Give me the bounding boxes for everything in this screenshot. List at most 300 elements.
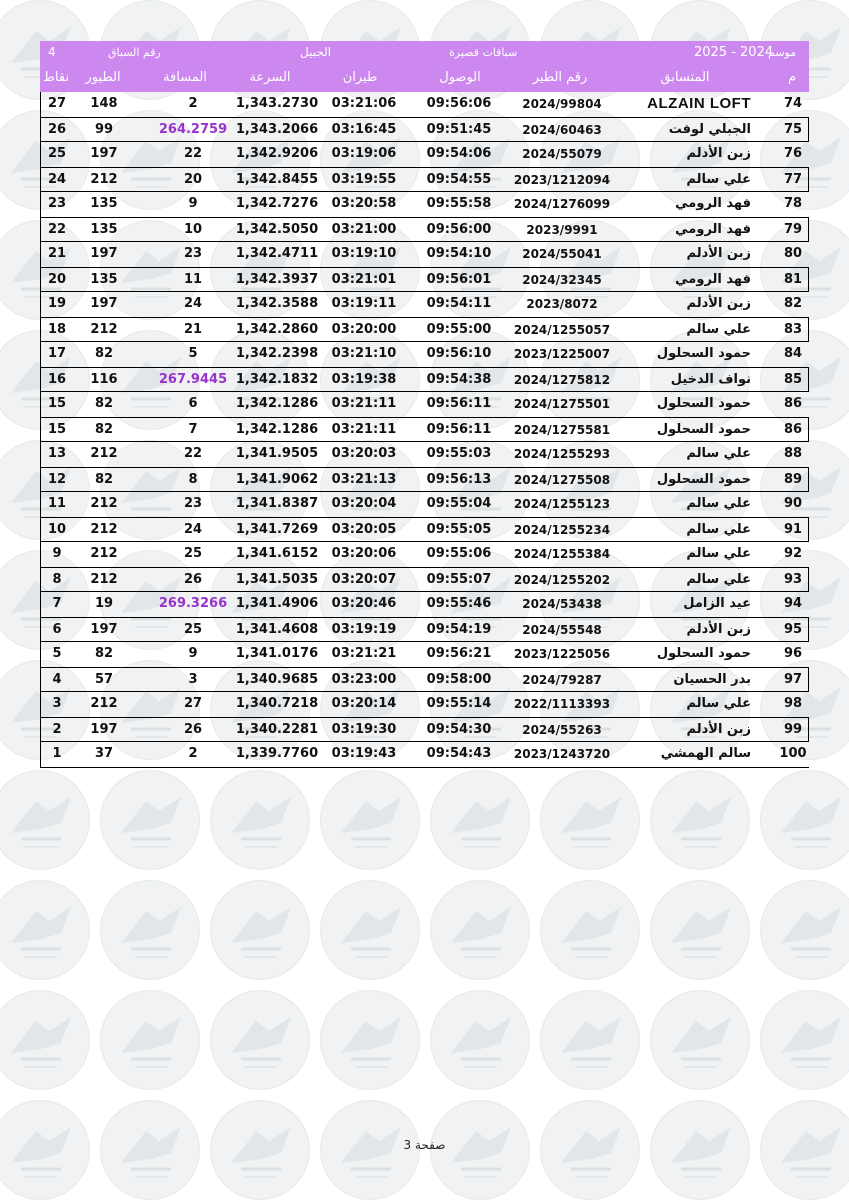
cell-competitor: حمود السحلول [656,472,751,487]
cell-distance: 26 [183,572,203,587]
watermark-bird-logo [540,880,640,980]
cell-speed: 1,342.1286 [235,422,319,437]
cell-bird-id: 2023/1225056 [513,647,611,661]
watermark-bird-logo [760,880,849,980]
cell-birds: 82 [94,472,114,487]
cell-index: 94 [783,596,803,611]
table-row [40,717,809,742]
cell-birds: 212 [90,696,118,711]
cell-flight: 03:19:10 [331,246,397,261]
cell-birds: 82 [94,422,114,437]
cell-arrival: 09:51:45 [426,122,492,137]
cell-speed: 1,342.2860 [235,322,319,337]
cell-points: 9 [52,546,62,561]
cell-competitor: علي سالم [686,572,751,587]
cell-birds: 197 [90,246,118,261]
cell-index: 99 [783,722,803,737]
cell-points: 10 [47,522,67,537]
cell-distance: 6 [188,396,198,411]
cell-distance: 26 [183,722,203,737]
cell-speed: 1,340.2281 [235,722,319,737]
table-row [40,192,809,217]
cell-flight: 03:20:06 [331,546,397,561]
cell-points: 3 [52,696,62,711]
cell-points: 5 [52,646,62,661]
cell-flight: 03:21:01 [331,272,397,287]
cell-bird-id: 2024/1255057 [513,323,611,337]
cell-speed: 1,341.7269 [235,522,319,537]
cell-distance: 8 [188,472,198,487]
cell-competitor: حمود السحلول [656,346,751,361]
cell-competitor: علي سالم [686,546,751,561]
cell-distance: 24 [183,522,203,537]
watermark-bird-logo [650,990,750,1090]
table-row [40,492,809,517]
cell-birds: 116 [90,372,118,387]
cell-arrival: 09:54:43 [426,746,492,761]
cell-arrival: 09:56:10 [426,346,492,361]
cell-distance: 267.9445 [158,372,228,387]
table-row [40,92,809,117]
cell-points: 22 [47,222,67,237]
cell-flight: 03:19:30 [331,722,397,737]
cell-competitor: حمود السحلول [656,396,751,411]
cell-index: 100 [779,746,807,761]
cell-birds: 82 [94,646,114,661]
cell-index: 89 [783,472,803,487]
cell-bird-id: 2024/1255202 [513,573,611,587]
watermark-bird-logo [760,770,849,870]
cell-flight: 03:20:00 [331,322,397,337]
table-body [40,92,809,768]
cell-distance: 11 [183,272,203,287]
cell-speed: 1,342.3588 [235,296,319,311]
cell-arrival: 09:56:01 [426,272,492,287]
cell-index: 86 [783,396,803,411]
cell-competitor: ALZAIN LOFT [647,95,751,112]
cell-speed: 1,342.8455 [235,172,319,187]
cell-flight: 03:20:03 [331,446,397,461]
cell-index: 93 [783,572,803,587]
race-number-label: رقم السباق [108,46,161,59]
col-bird-id: رقم الطير [532,70,588,85]
season-label: موسم [768,46,797,59]
cell-flight: 03:23:00 [331,672,397,687]
cell-birds: 212 [90,172,118,187]
watermark-bird-logo [210,990,310,1090]
cell-birds: 197 [90,296,118,311]
cell-competitor: زبن الأدلم [686,722,751,737]
cell-distance: 264.2759 [158,122,228,137]
cell-index: 83 [783,322,803,337]
watermark-bird-logo [430,880,530,980]
cell-flight: 03:21:06 [331,96,397,111]
cell-bird-id: 2024/1255384 [513,547,611,561]
cell-flight: 03:19:55 [331,172,397,187]
table-row [40,467,809,492]
cell-arrival: 09:56:11 [426,396,492,411]
cell-birds: 135 [90,196,118,211]
cell-flight: 03:21:11 [331,396,397,411]
cell-points: 25 [47,146,67,161]
cell-flight: 03:19:38 [331,372,397,387]
cell-index: 92 [783,546,803,561]
results-table [40,41,809,768]
watermark-bird-logo [0,990,90,1090]
cell-arrival: 09:56:21 [426,646,492,661]
cell-birds: 212 [90,546,118,561]
cell-arrival: 09:54:10 [426,246,492,261]
cell-birds: 37 [94,746,114,761]
col-arrival: الوصول [439,70,481,85]
cell-points: 18 [47,322,67,337]
cell-bird-id: 2024/60463 [522,123,602,137]
table-row [40,367,809,392]
cell-competitor: علي سالم [686,522,751,537]
cell-speed: 1,343.2066 [235,122,319,137]
watermark-bird-logo [320,880,420,980]
cell-flight: 03:19:43 [331,746,397,761]
cell-speed: 1,342.4711 [235,246,319,261]
col-index: م [787,70,797,85]
cell-arrival: 09:54:19 [426,622,492,637]
cell-speed: 1,339.7760 [235,746,319,761]
cell-index: 84 [783,346,803,361]
cell-distance: 269.3266 [158,596,228,611]
cell-arrival: 09:55:04 [426,496,492,511]
cell-speed: 1,342.2398 [235,346,319,361]
cell-points: 4 [52,672,62,687]
cell-birds: 197 [90,622,118,637]
cell-speed: 1,343.2730 [235,96,319,111]
cell-index: 82 [783,296,803,311]
cell-points: 6 [52,622,62,637]
cell-birds: 135 [90,272,118,287]
cell-index: 97 [783,672,803,687]
table-row [40,342,809,367]
cell-birds: 57 [94,672,114,687]
cell-speed: 1,342.7276 [235,196,319,211]
cell-flight: 03:21:13 [331,472,397,487]
table-row [40,267,809,292]
cell-points: 24 [47,172,67,187]
cell-flight: 03:20:58 [331,196,397,211]
cell-bird-id: 2024/55548 [522,623,602,637]
cell-bird-id: 2024/55079 [522,147,602,161]
cell-distance: 23 [183,246,203,261]
cell-birds: 82 [94,346,114,361]
cell-index: 88 [783,446,803,461]
cell-competitor: بدر الحسيان [673,672,751,687]
cell-points: 23 [47,196,67,211]
cell-speed: 1,341.9062 [235,472,319,487]
cell-index: 78 [783,196,803,211]
watermark-bird-logo [430,990,530,1090]
cell-speed: 1,342.3937 [235,272,319,287]
cell-speed: 1,341.9505 [235,446,319,461]
cell-bird-id: 2024/55263 [522,723,602,737]
cell-bird-id: 2023/1243720 [513,747,611,761]
cell-flight: 03:21:00 [331,222,397,237]
cell-bird-id: 2024/99804 [522,97,602,111]
cell-competitor: الجبلي لوفت [668,122,751,137]
cell-points: 12 [47,472,67,487]
cell-birds: 135 [90,222,118,237]
cell-birds: 19 [94,596,114,611]
watermark-bird-logo [540,770,640,870]
cell-distance: 25 [183,546,203,561]
race-number-value: 4 [48,45,56,59]
cell-arrival: 09:56:00 [426,222,492,237]
col-flight: طيران [342,70,378,85]
cell-speed: 1,342.1286 [235,396,319,411]
cell-arrival: 09:54:55 [426,172,492,187]
cell-bird-id: 2024/53438 [522,597,602,611]
cell-points: 15 [47,422,67,437]
cell-index: 81 [783,272,803,287]
cell-flight: 03:20:04 [331,496,397,511]
table-row [40,592,809,617]
cell-distance: 7 [188,422,198,437]
cell-flight: 03:19:19 [331,622,397,637]
cell-competitor: علي سالم [686,446,751,461]
col-competitor: المتسابق [660,70,710,85]
cell-arrival: 09:56:11 [426,422,492,437]
cell-competitor: زبن الأدلم [686,146,751,161]
cell-competitor: سالم الهمشي [660,746,751,761]
cell-speed: 1,342.1832 [235,372,319,387]
cell-competitor: زبن الأدلم [686,622,751,637]
watermark-bird-logo [650,770,750,870]
cell-competitor: زبن الأدلم [686,296,751,311]
cell-points: 15 [47,396,67,411]
cell-distance: 9 [188,646,198,661]
cell-points: 1 [52,746,62,761]
cell-birds: 197 [90,146,118,161]
cell-speed: 1,341.5035 [235,572,319,587]
cell-birds: 212 [90,572,118,587]
cell-flight: 03:16:45 [331,122,397,137]
col-distance: المسافة [163,70,207,85]
cell-competitor: فهد الرومي [675,222,751,237]
cell-distance: 9 [188,196,198,211]
cell-birds: 99 [94,122,114,137]
cell-bird-id: 2024/1275501 [513,397,611,411]
table-row [40,692,809,717]
table-row [40,667,809,692]
cell-birds: 212 [90,322,118,337]
cell-distance: 21 [183,322,203,337]
table-row [40,217,809,242]
cell-points: 17 [47,346,67,361]
cell-arrival: 09:55:05 [426,522,492,537]
cell-index: 96 [783,646,803,661]
cell-birds: 212 [90,496,118,511]
table-title-bar [40,41,809,64]
cell-bird-id: 2023/1212094 [513,173,611,187]
cell-arrival: 09:55:06 [426,546,492,561]
cell-index: 76 [783,146,803,161]
col-points: نقاط [42,70,70,85]
table-row [40,317,809,342]
cell-birds: 148 [90,96,118,111]
cell-index: 77 [783,172,803,187]
watermark-bird-logo [100,770,200,870]
watermark-bird-logo [320,770,420,870]
cell-distance: 24 [183,296,203,311]
cell-competitor: عيد الزامل [683,596,751,611]
cell-distance: 23 [183,496,203,511]
cell-competitor: علي سالم [686,696,751,711]
cell-flight: 03:20:05 [331,522,397,537]
table-row [40,167,809,192]
cell-birds: 82 [94,396,114,411]
watermark-bird-logo [100,880,200,980]
cell-arrival: 09:55:46 [426,596,492,611]
cell-flight: 03:21:11 [331,422,397,437]
cell-points: 20 [47,272,67,287]
table-row [40,617,809,642]
watermark-bird-logo [210,770,310,870]
cell-bird-id: 2024/55041 [522,247,602,261]
cell-index: 80 [783,246,803,261]
cell-points: 8 [52,572,62,587]
table-row [40,417,809,442]
cell-index: 98 [783,696,803,711]
cell-bird-id: 2023/9991 [526,223,598,237]
cell-speed: 1,342.5050 [235,222,319,237]
cell-birds: 212 [90,522,118,537]
cell-bird-id: 2024/32345 [522,273,602,287]
watermark-bird-logo [650,880,750,980]
cell-competitor: حمود السحلول [656,646,751,661]
cell-competitor: فهد الرومي [675,196,751,211]
cell-speed: 1,340.9685 [235,672,319,687]
cell-arrival: 09:54:11 [426,296,492,311]
watermark-bird-logo [760,990,849,1090]
cell-competitor: فهد الرومي [675,272,751,287]
cell-index: 90 [783,496,803,511]
table-row [40,517,809,542]
cell-speed: 1,342.9206 [235,146,319,161]
col-speed: السرعة [249,70,291,85]
cell-distance: 25 [183,622,203,637]
cell-birds: 197 [90,722,118,737]
cell-points: 19 [47,296,67,311]
cell-flight: 03:21:10 [331,346,397,361]
cell-bird-id: 2024/1255234 [513,523,611,537]
cell-bird-id: 2024/79287 [522,673,602,687]
cell-flight: 03:19:06 [331,146,397,161]
column-header-row [40,64,809,92]
cell-speed: 1,340.7218 [235,696,319,711]
cell-competitor: نواف الدخيل [670,372,751,387]
col-birds: الطيور [85,70,121,85]
cell-bird-id: 2024/1275812 [513,373,611,387]
cell-arrival: 09:55:00 [426,322,492,337]
cell-speed: 1,341.4906 [235,596,319,611]
table-row [40,542,809,567]
cell-distance: 3 [188,672,198,687]
cell-bird-id: 2022/1113393 [513,697,611,711]
table-row [40,642,809,667]
cell-bird-id: 2024/1275508 [513,473,611,487]
cell-distance: 27 [183,696,203,711]
cell-distance: 2 [188,746,198,761]
table-row [40,567,809,592]
cell-index: 86 [783,422,803,437]
table-row [40,292,809,317]
cell-flight: 03:20:46 [331,596,397,611]
cell-speed: 1,341.6152 [235,546,319,561]
cell-speed: 1,341.4608 [235,622,319,637]
cell-index: 75 [783,122,803,137]
cell-points: 11 [47,496,67,511]
cell-arrival: 09:54:30 [426,722,492,737]
cell-index: 79 [783,222,803,237]
cell-bird-id: 2023/1225007 [513,347,611,361]
cell-speed: 1,341.0176 [235,646,319,661]
table-row [40,392,809,417]
cell-flight: 03:20:07 [331,572,397,587]
cell-points: 27 [47,96,67,111]
cell-bird-id: 2024/1276099 [513,197,611,211]
cell-arrival: 09:55:58 [426,196,492,211]
cell-points: 21 [47,246,67,261]
cell-competitor: علي سالم [686,172,751,187]
cell-bird-id: 2024/1255123 [513,497,611,511]
cell-distance: 20 [183,172,203,187]
table-row [40,742,809,767]
cell-distance: 22 [183,146,203,161]
cell-index: 91 [783,522,803,537]
cell-points: 16 [47,372,67,387]
watermark-bird-logo [100,990,200,1090]
watermark-bird-logo [320,990,420,1090]
cell-competitor: علي سالم [686,496,751,511]
cell-points: 26 [47,122,67,137]
cell-speed: 1,341.8387 [235,496,319,511]
watermark-bird-logo [0,880,90,980]
table-row [40,117,809,142]
cell-flight: 03:20:14 [331,696,397,711]
cell-arrival: 09:56:06 [426,96,492,111]
cell-flight: 03:21:21 [331,646,397,661]
race-location: الجبيل [300,45,332,59]
table-row [40,442,809,467]
cell-arrival: 09:58:00 [426,672,492,687]
cell-points: 7 [52,596,62,611]
cell-index: 74 [783,96,803,111]
race-type: سباقات قصيرة [449,46,518,59]
cell-birds: 212 [90,446,118,461]
cell-competitor: حمود السحلول [656,422,751,437]
cell-arrival: 09:54:06 [426,146,492,161]
cell-arrival: 09:54:38 [426,372,492,387]
page-number: صفحة 3 [403,1138,446,1152]
watermark-bird-logo [430,770,530,870]
cell-distance: 22 [183,446,203,461]
cell-distance: 10 [183,222,203,237]
table-row [40,142,809,167]
watermark-bird-logo [0,770,90,870]
cell-points: 13 [47,446,67,461]
table-row [40,242,809,267]
cell-arrival: 09:55:03 [426,446,492,461]
cell-arrival: 09:56:13 [426,472,492,487]
cell-flight: 03:19:11 [331,296,397,311]
cell-competitor: علي سالم [686,322,751,337]
